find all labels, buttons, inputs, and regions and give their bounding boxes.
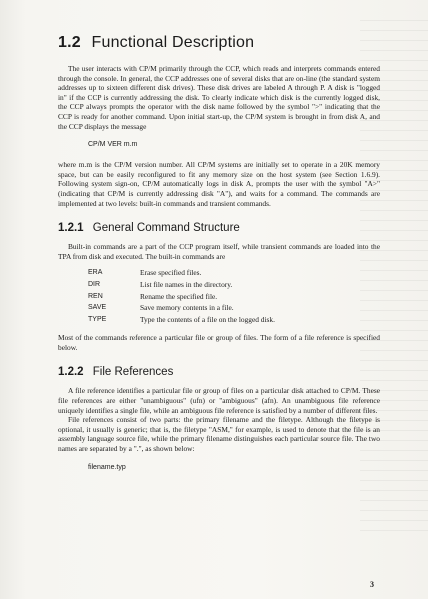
subsection-title: General Command Structure (92, 222, 240, 235)
command-description: Type the contents of a file on the logged disk. (140, 314, 275, 324)
command-name: ERA (88, 269, 103, 277)
list-item (88, 267, 275, 279)
command-name: REN (88, 292, 103, 300)
command-description: List file names in the directory. (140, 279, 233, 289)
command-description: Erase specified files. (140, 268, 202, 278)
subsection-heading-command-structure (58, 222, 380, 234)
list-item (88, 314, 275, 326)
version-paragraph: where m.m is the CP/M version number. All CP/M systems are initially set to operate in a 20K memory space, but can be easily reconfigured to fit any memory size on the host system (see Section 1.6.9). Following system sign-on, CP/M automatically logs in disk A, prompts the user with the symbol "A>" (indicating that CP/M is currently addressing disk "A"), and waits for a command. The commands are implemented at two levels: built-in commands and transient commands. (58, 160, 380, 208)
section-number: 1.2 (58, 34, 81, 51)
command-name: TYPE (88, 315, 107, 323)
list-item (88, 302, 275, 314)
intro-paragraph: The user interacts with CP/M primarily through the CCP, which reads and interprets commands entered through the console. In general, the CCP addresses one of several disks that are on-line (the standard system addresses up to sixteen different disk drives). These disk drives are labeled A through P. A disk is "logged in" if the CCP is currently addressing the disk. To clearly indicate which disk is the currently logged disk, the CCP always prompts the operator with the disk name followed by the symbol ">" indicating that the CCP is ready for another command. Upon initial start-up, the CP/M system is brought in from disk A, and the CCP displays the message (58, 64, 380, 131)
signon-message: CP/M VER m.m (88, 141, 138, 149)
subsection-title: File References (92, 366, 174, 379)
fileref-paragraph-2: File references consist of two parts: the primary filename and the filetype. Although the filetype is optional, it usually is generic; that is, the filetype "ASM," for example, is used to denote that the file is an assembly language source file, while the primary filename distinguishes each particular source file. The two names are separated by a ".", as shown below: (58, 415, 380, 454)
section-title: Functional Description (91, 34, 255, 51)
subsection-number: 1.2.1 (58, 222, 84, 235)
subsection-number: 1.2.2 (58, 366, 84, 379)
section-heading (58, 34, 380, 52)
command-description: Rename the specified file. (140, 291, 218, 301)
command-name: SAVE (88, 304, 107, 312)
command-description: Save memory contents in a file. (140, 303, 234, 313)
filename-example: filename.typ (88, 463, 126, 471)
builtin-paragraph: Built-in commands are a part of the CCP program itself, while transient commands are loaded into the TPA from disk and executed. The built-in commands are (58, 242, 380, 261)
list-item (88, 291, 275, 303)
command-name: DIR (88, 280, 101, 288)
fileref-paragraph-1: A file reference identifies a particular file or group of files on a particular disk attached to CP/M. These file references are either "unambiguous" (ufn) or "ambiguous" (afn). An unambiguous file reference uniquely identifies a single file, while an ambiguous file reference is satisfied by a number of different files. (58, 386, 380, 415)
builtin-command-list (88, 267, 275, 325)
list-item (88, 279, 275, 291)
commands-paragraph: Most of the commands reference a particular file or group of files. The form of a file reference is specified below. (58, 333, 380, 352)
page-number: 3 (370, 580, 374, 589)
subsection-heading-file-references (58, 366, 380, 378)
page-content (58, 34, 380, 483)
